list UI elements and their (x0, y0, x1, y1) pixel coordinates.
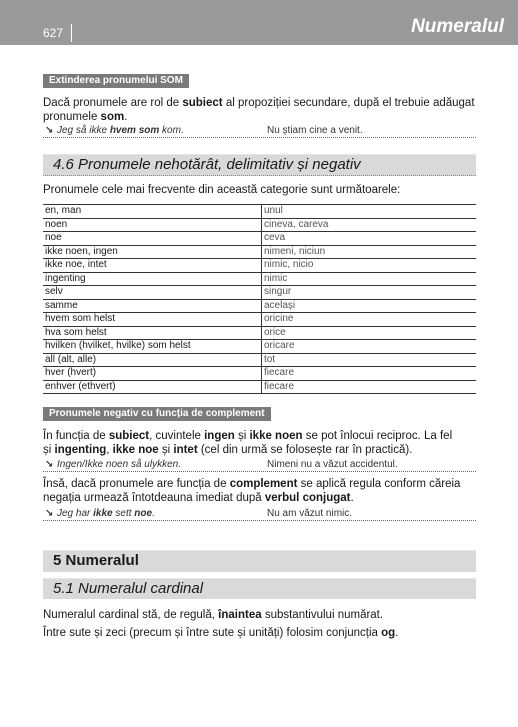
som-example (43, 124, 476, 138)
table-row (43, 286, 476, 300)
table-row (43, 353, 476, 367)
romanian-translation: oricine (262, 313, 477, 327)
section-4-6-heading: 4.6 Pronumele nehotărât, delimitativ și negativ (43, 154, 476, 176)
table-row (43, 232, 476, 246)
chapter-title: Numeralul (411, 16, 504, 37)
table-row (43, 245, 476, 259)
table-row (43, 299, 476, 313)
norwegian-pronoun: selv (43, 286, 262, 300)
negative-box-label: Pronumele negativ cu funcția de complement (43, 407, 271, 421)
negative-example-2 (43, 507, 476, 521)
norwegian-pronoun: ingenting (43, 272, 262, 286)
norwegian-pronoun: enhver (ethvert) (43, 380, 262, 394)
example-romanian: Nu știam cine a venit. (267, 125, 363, 136)
norwegian-pronoun: hver (hvert) (43, 367, 262, 381)
norwegian-pronoun: hvilken (hvilket, hvilke) som helst (43, 340, 262, 354)
romanian-translation: tot (262, 353, 477, 367)
norwegian-pronoun: en, man (43, 205, 262, 219)
negative-example-1 (43, 458, 476, 472)
romanian-translation: unul (264, 205, 283, 217)
example-romanian: Nimeni nu a văzut accidentul. (267, 459, 398, 470)
table-row (43, 272, 476, 286)
section-5-1-paragraph-1: Numeralul cardinal stă, de regulă, înaintea substantivului numărat. (43, 609, 384, 621)
example-norwegian: Jeg så ikke hvem som kom. (57, 125, 184, 136)
table-row (43, 380, 476, 394)
pronoun-table (43, 204, 476, 394)
norwegian-pronoun: hvem som helst (43, 313, 262, 327)
romanian-translation: fiecare (262, 367, 477, 381)
page-header (0, 0, 518, 45)
example-romanian: Nu am văzut nimic. (267, 508, 353, 519)
romanian-translation: nimic, nicio (262, 259, 477, 273)
negative-paragraph-1: În funcția de subiect, cuvintele ingen și ikke noen se pot înlocui reciproc. La fel și ingenting, ikke noe și intet (cel din urmă se folosește rar în practică). (43, 430, 453, 456)
romanian-translation: nimeni, niciun (262, 245, 477, 259)
table-row (43, 218, 476, 232)
negative-paragraph-2: Însă, dacă pronumele are funcția de complement se aplică regula conform căreia negația urmează întotdeauna imediat după verbul conjugat. (43, 478, 461, 504)
romanian-translation: același (262, 299, 477, 313)
page-number: 627 (43, 26, 64, 40)
example-norwegian: Jeg har ikke sett noe. (57, 508, 155, 519)
norwegian-pronoun: ikke noe, intet (43, 259, 262, 273)
table-row (43, 313, 476, 327)
romanian-translation: orice (262, 326, 477, 340)
romanian-translation: singur (262, 286, 477, 300)
section-5-1-heading: 5.1 Numeralul cardinal (43, 578, 476, 599)
romanian-translation: oricare (262, 340, 477, 354)
section-4-6-intro: Pronumele cele mai frecvente din această categorie sunt următoarele: (43, 184, 401, 196)
table-row (43, 205, 476, 219)
norwegian-pronoun: ikke noen, ingen (43, 245, 262, 259)
romanian-translation: nimic (262, 272, 477, 286)
arrow-icon: ↘ (45, 459, 54, 470)
norwegian-pronoun: hva som helst (43, 326, 262, 340)
som-box-label: Extinderea pronumelui SOM (43, 74, 189, 88)
romanian-translation: fiecare (262, 380, 477, 394)
norwegian-pronoun: all (alt, alle) (43, 353, 262, 367)
arrow-icon: ↘ (45, 508, 54, 519)
table-row (43, 259, 476, 273)
example-norwegian: Ingen/Ikke noen så ulykken. (57, 459, 181, 470)
som-paragraph: Dacă pronumele are rol de subiect al propoziției secundare, după el trebuie adăugat pronumele som. (43, 97, 475, 123)
section-5-1-paragraph-2: Între sute și zeci (precum și între sute și unități) folosim conjuncția og. (43, 627, 399, 639)
romanian-translation: cineva, careva (262, 218, 477, 232)
header-divider (71, 24, 72, 42)
table-row (43, 340, 476, 354)
section-5-heading: 5 Numeralul (43, 550, 476, 572)
romanian-translation: ceva (262, 232, 477, 246)
table-row (43, 367, 476, 381)
arrow-icon: ↘ (45, 125, 54, 136)
table-row (43, 326, 476, 340)
norwegian-pronoun: samme (43, 299, 262, 313)
norwegian-pronoun: noen (43, 218, 262, 232)
norwegian-pronoun: noe (43, 232, 262, 246)
